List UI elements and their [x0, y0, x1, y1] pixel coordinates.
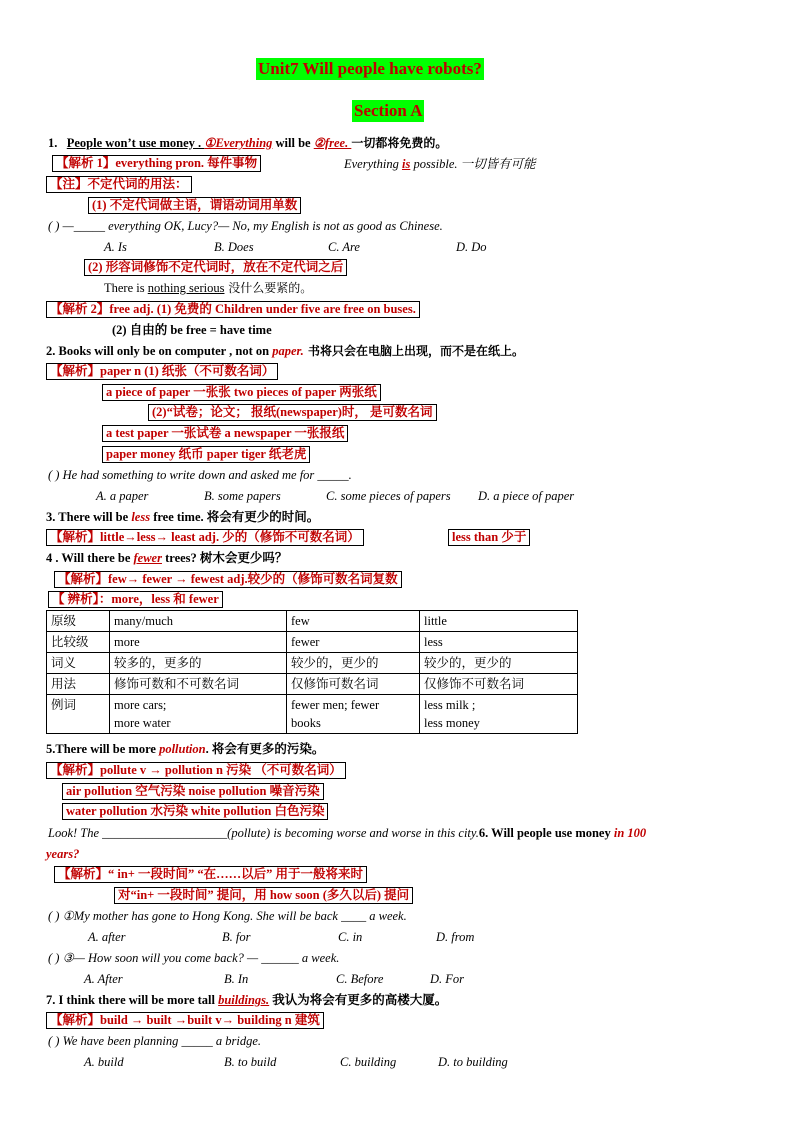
table-row: [47, 632, 578, 653]
table-row: [47, 674, 578, 695]
rule-2-example: There is nothing serious 没什么要紧的。: [104, 281, 313, 295]
paper-line-2: [148, 404, 437, 421]
paper-box-3: a test paper 一张试卷 a newspaper 一张报纸: [102, 425, 348, 442]
exercise-4-option-d: D. from: [436, 930, 475, 944]
analysis-5-row: [54, 571, 402, 588]
rule-1-box: (1) 不定代词做主语，谓语动词用单数: [88, 197, 301, 214]
pollution-line-1: [62, 783, 324, 800]
table-cell: many/much: [110, 611, 287, 632]
table-cell: 仅修饰可数名词: [287, 674, 420, 695]
table-cell: less milk ; less money: [420, 695, 578, 734]
exercise-2-option-b: B. some papers: [204, 489, 281, 503]
exercise-5-option-a: A. After: [84, 972, 123, 986]
exercise-2-option-a: A. a paper: [96, 489, 149, 503]
section-title: Section A: [354, 101, 423, 120]
exercise-1-option-c: C. Are: [328, 240, 360, 254]
question-6-cont: years?: [46, 847, 80, 861]
question-5: 5.There will be more pollution. 将会有更多的污染。: [46, 742, 325, 756]
exercise-2-question: ( ) He had something to write down and asked me for _____.: [48, 468, 352, 482]
analysis-1-box: 【解析 1】everything pron. 每件事物: [52, 155, 261, 172]
exercise-4-option-b: B. for: [222, 930, 251, 944]
rule-1-row: [88, 197, 301, 214]
analysis-2-row: [46, 301, 420, 318]
exercise-6-option-d: D. to building: [438, 1055, 508, 1069]
how-soon-row: [114, 887, 413, 904]
paper-box-4: paper money 纸币 paper tiger 纸老虎: [102, 446, 310, 463]
paper-line-1: [102, 384, 381, 401]
question-2: 2. Books will only be on computer , not on paper. 书将只会在电脑上出现，而不是在纸上。: [46, 344, 524, 358]
exercise-1-option-d: D. Do: [456, 240, 487, 254]
table-cell: 仅修饰不可数名词: [420, 674, 578, 695]
exercise-6-option-b: B. to build: [224, 1055, 277, 1069]
note-row: [46, 176, 192, 193]
table-cell: 用法: [47, 674, 110, 695]
table-cell: fewer men; fewer books: [287, 695, 420, 734]
table-row: [47, 653, 578, 674]
exercise-4-option-c: C. in: [338, 930, 363, 944]
exercise-1-option-b: B. Does: [214, 240, 254, 254]
page-title: Unit7 Will people have robots?: [258, 59, 482, 78]
exercise-6-question: ( ) We have been planning _____ a bridge.: [48, 1034, 262, 1048]
table-cell: fewer: [287, 632, 420, 653]
less-than-row: [448, 529, 530, 546]
exercise-1-question: ( ) —_____ everything OK, Lucy?— No, my English is not as good as Chinese.: [48, 219, 443, 233]
table-cell: few: [287, 611, 420, 632]
question-3: 3. There will be less free time. 将会有更少的时间。: [46, 510, 320, 524]
analysis-4-box: 【解析】little→less→ least adj. 少的（修饰不可数名词）: [46, 529, 364, 546]
pollution-box-2: water pollution 水污染 white pollution 白色污染: [62, 803, 328, 820]
analysis-4-row: [46, 529, 364, 546]
table-cell: 较少的，更少的: [420, 653, 578, 674]
table-cell: 词义: [47, 653, 110, 674]
exercise-3-and-question-6: Look! The ____________________(pollute) is becoming worse and worse in this city.6. Will people use money in 100: [48, 826, 647, 840]
exercise-6-option-a: A. build: [84, 1055, 124, 1069]
analysis-7-row: [54, 866, 367, 883]
question-7: 7. I think there will be more tall buildings. 我认为将会有更多的高楼大厦。: [46, 993, 448, 1007]
table-cell: 比较级: [47, 632, 110, 653]
exercise-5-option-b: B. In: [224, 972, 249, 986]
pollution-box-1: air pollution 空气污染 noise pollution 噪音污染: [62, 783, 324, 800]
analysis-1-example: Everything is possible. 一切皆有可能: [344, 157, 536, 171]
exercise-5-question: ( ) ③— How soon will you come back? — ______ a week.: [48, 951, 340, 965]
exercise-6-option-c: C. building: [340, 1055, 397, 1069]
analysis-3-box: 【解析】paper n (1) 纸张（不可数名词）: [46, 363, 278, 380]
exercise-5-option-d: D. For: [430, 972, 465, 986]
table-cell: 修饰可数和不可数名词: [110, 674, 287, 695]
compare-row: [48, 591, 223, 608]
analysis-6-box: 【解析】pollute v → pollution n 污染 （不可数名词）: [46, 762, 346, 779]
table-cell: 例词: [47, 695, 110, 734]
note-box: 【注】不定代词的用法：: [46, 176, 192, 193]
analysis-2-box: 【解析 2】free adj. (1) 免费的 Children under five are free on buses.: [46, 301, 420, 318]
table-cell: 较多的，更多的: [110, 653, 287, 674]
analysis-1-row: [52, 155, 261, 172]
analysis-6-row: [46, 762, 346, 779]
analysis-2-sub: (2) 自由的 be free = have time: [112, 323, 272, 337]
exercise-2-option-c: C. some pieces of papers: [326, 489, 451, 503]
paper-line-3: [102, 425, 348, 442]
table-cell: more: [110, 632, 287, 653]
table-row: [47, 611, 578, 632]
comparison-table: [46, 610, 578, 734]
compare-box: 【 辨析】：more，less 和 fewer: [48, 591, 223, 608]
paper-box-2: (2)“试卷；论文； 报纸(newspaper)时， 是可数名词: [148, 404, 437, 421]
exercise-4-question: ( ) ①My mother has gone to Hong Kong. She will be back ____ a week.: [48, 909, 407, 923]
question-1: 1. People won’t use money . ①Everything will be ②free. 一切都将免费的。: [48, 136, 448, 150]
analysis-8-row: [46, 1012, 324, 1029]
table-cell: 原级: [47, 611, 110, 632]
exercise-5-option-c: C. Before: [336, 972, 384, 986]
analysis-5-box: 【解析】few→ fewer → fewest adj.较少的（修饰可数名词复数: [54, 571, 402, 588]
table-cell: 较少的，更少的: [287, 653, 420, 674]
exercise-1-option-a: A. Is: [104, 240, 127, 254]
rule-2-box: (2) 形容词修饰不定代词时，放在不定代词之后: [84, 259, 347, 276]
exercise-2-option-d: D. a piece of paper: [478, 489, 575, 503]
table-cell: more cars; more water: [110, 695, 287, 734]
analysis-3-row: [46, 363, 278, 380]
table-row: [47, 695, 578, 734]
analysis-8-box: 【解析】build → built →built v→ building n 建筑: [46, 1012, 324, 1029]
rule-2-row: [84, 259, 347, 276]
how-soon-box: 对“in+ 一段时间” 提问，用 how soon (多久以后) 提问: [114, 887, 413, 904]
paper-box-1: a piece of paper 一张张 two pieces of paper 两张纸: [102, 384, 381, 401]
question-4: 4 . Will there be fewer trees? 树木会更少吗？: [46, 551, 288, 565]
less-than-box: less than 少于: [448, 529, 530, 546]
exercise-4-option-a: A. after: [88, 930, 126, 944]
analysis-7-box: 【解析】“ in+ 一段时间” “在……以后” 用于一般将来时: [54, 866, 367, 883]
paper-line-4: [102, 446, 310, 463]
pollution-line-2: [62, 803, 328, 820]
table-cell: less: [420, 632, 578, 653]
table-cell: little: [420, 611, 578, 632]
